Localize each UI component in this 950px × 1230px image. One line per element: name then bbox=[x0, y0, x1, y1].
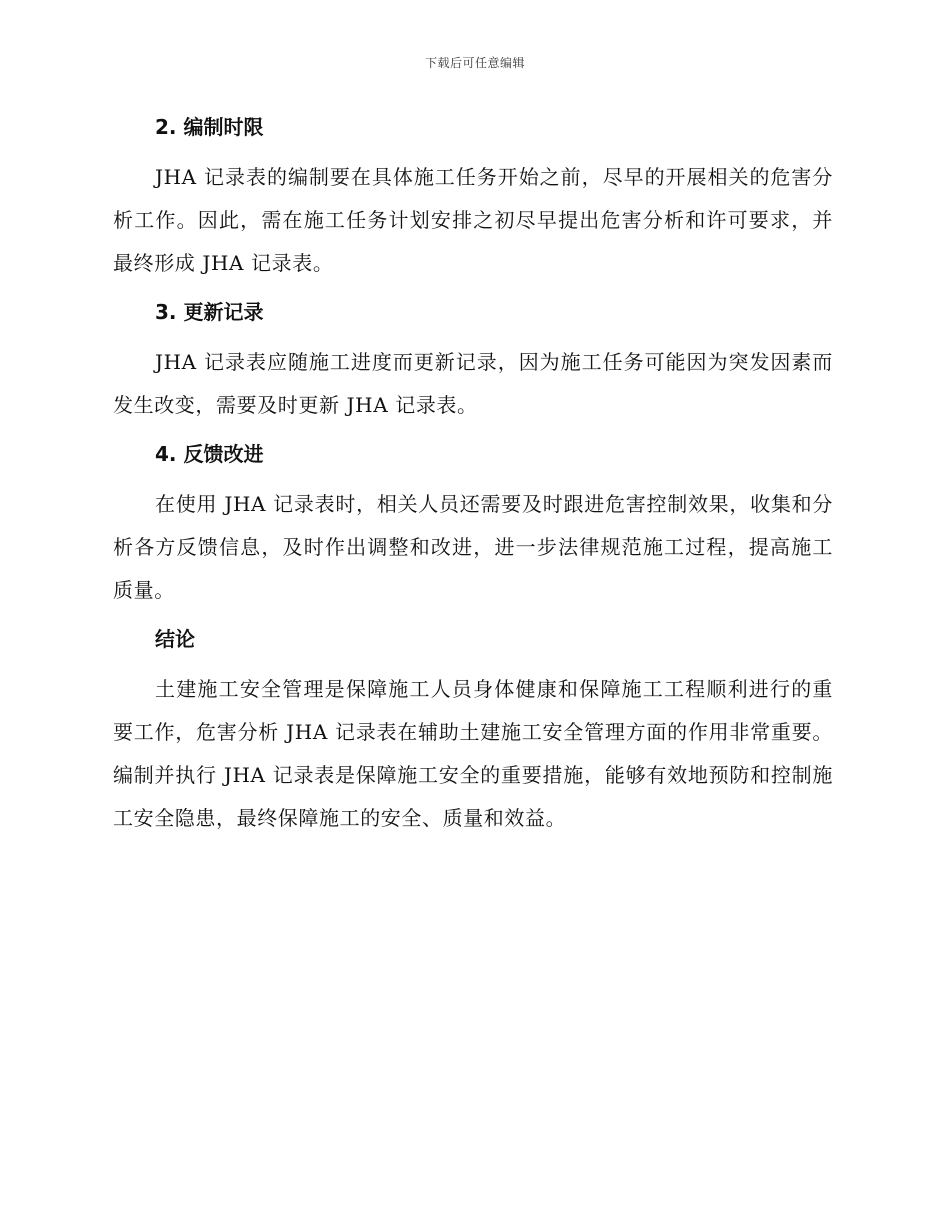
section-conclusion bbox=[113, 624, 833, 840]
section-heading: 3. 更新记录 bbox=[155, 300, 264, 324]
section-feedback-improvement bbox=[113, 439, 833, 612]
section-heading: 4. 反馈改进 bbox=[155, 442, 264, 466]
section-heading: 2. 编制时限 bbox=[155, 115, 264, 139]
section-update-record bbox=[113, 297, 833, 427]
section-compile-deadline bbox=[113, 112, 833, 285]
document-body bbox=[113, 112, 833, 852]
section-paragraph: JHA 记录表的编制要在具体施工任务开始之前，尽早的开展相关的危害分析工作。因此，需在施工任务计划安排之初尽早提出危害分析和许可要求，并最终形成 JHA 记录表。 bbox=[113, 165, 833, 275]
section-paragraph: 土建施工安全管理是保障施工人员身体健康和保障施工工程顺利进行的重要工作，危害分析 JHA 记录表在辅助土建施工安全管理方面的作用非常重要。编制并执行 JHA 记录表是保障施工安全的重要措施，能够有效地预防和控制施工安全隐患，最终保障施工的安全、质量和效益。 bbox=[113, 677, 833, 830]
section-heading: 结论 bbox=[155, 627, 195, 651]
page-header: 下载后可任意编辑 bbox=[424, 56, 525, 70]
section-paragraph: 在使用 JHA 记录表时，相关人员还需要及时跟进危害控制效果，收集和分析各方反馈信息，及时作出调整和改进，进一步法律规范施工过程，提高施工质量。 bbox=[113, 492, 833, 602]
section-paragraph: JHA 记录表应随施工进度而更新记录，因为施工任务可能因为突发因素而发生改变，需要及时更新 JHA 记录表。 bbox=[113, 350, 833, 417]
